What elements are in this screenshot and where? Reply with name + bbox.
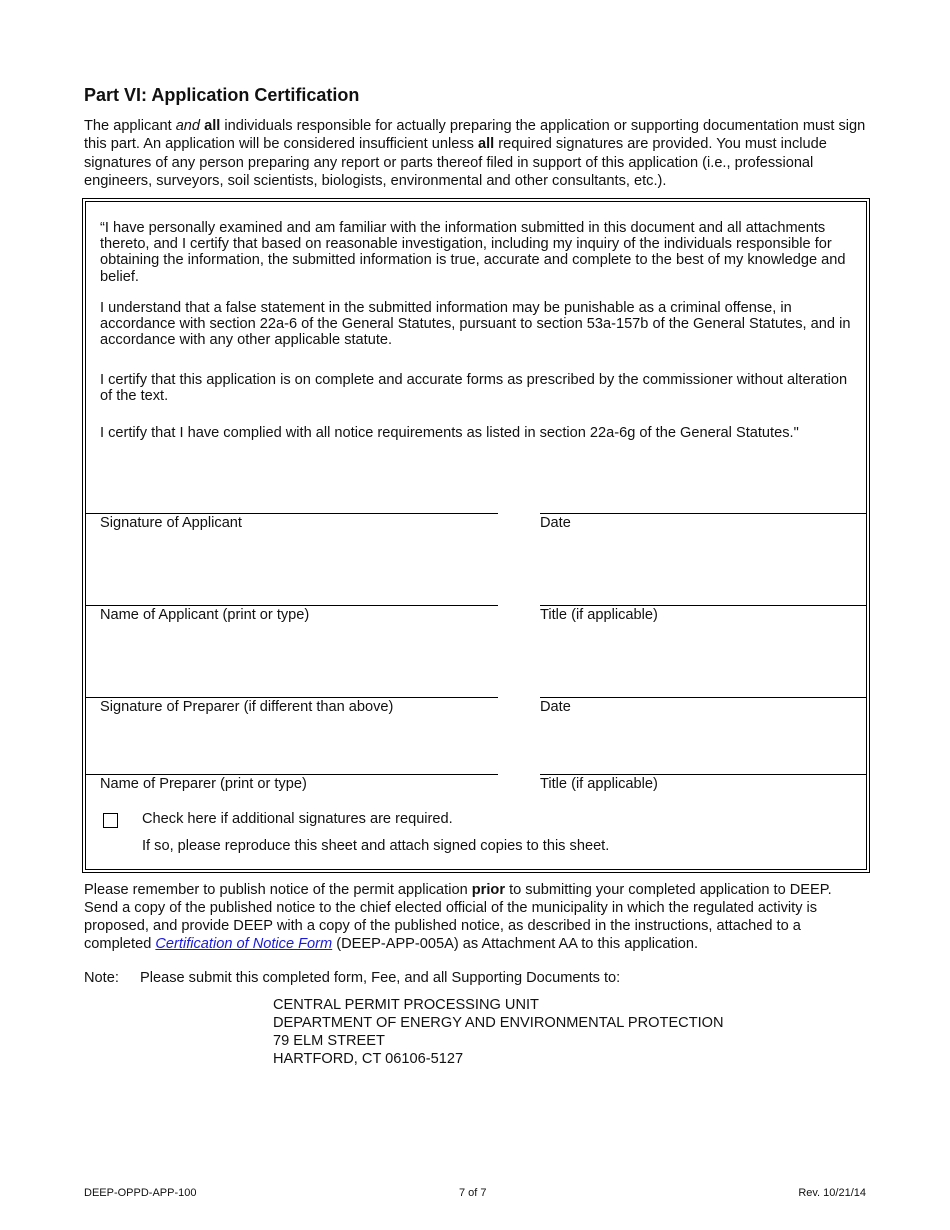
applicant-name-line[interactable]: [86, 605, 498, 606]
mailing-address: [273, 996, 724, 1068]
preparer-name-line[interactable]: [86, 774, 498, 775]
address-line: DEPARTMENT OF ENERGY AND ENVIRONMENTAL PROTECTION: [273, 1015, 724, 1031]
preparer-name-label: Name of Preparer (print or type): [100, 776, 307, 792]
footer-form-id: DEEP-OPPD-APP-100: [84, 1187, 197, 1199]
applicant-signature-label: Signature of Applicant: [100, 515, 242, 531]
preparer-title-line[interactable]: [540, 774, 866, 775]
applicant-date-line[interactable]: [540, 513, 866, 514]
certification-of-notice-form-link[interactable]: Certification of Notice Form: [155, 936, 333, 952]
address-line: CENTRAL PERMIT PROCESSING UNIT: [273, 997, 539, 1013]
preparer-signature-line[interactable]: [86, 697, 498, 698]
certification-statement-1: “I have personally examined and am familiar with the information submitted in this document and all attachments thereto, and I certify that based on reasonable investigation, including my inquiry of the individuals responsible for obtaining the information, the submitted information is true, accurate and complete to the best of my knowledge and belief.: [100, 220, 846, 285]
publish-notice-paragraph: Please remember to publish notice of the permit application prior to submitting your completed application to DEEP. Send a copy of the published notice to the chief elected official of the municipality in which the regulated activity is proposed, and provide DEEP with a copy of the published notice, as described in the instructions, attached to a completed Certification of Notice Form (DEEP-APP-005A) as Attachment AA to this application.: [84, 882, 832, 952]
certification-statement-2: I understand that a false statement in the submitted information may be punishable as a criminal offense, in accordance with section 22a-6 of the General Statutes, pursuant to section 53a-157b of the General Statutes, and in accordance with any other applicable statute.: [100, 300, 851, 349]
note-text: Please submit this completed form, Fee, and all Supporting Documents to:: [140, 970, 621, 986]
certification-box: [82, 198, 870, 873]
note-label: Note:: [84, 970, 119, 986]
preparer-title-label: Title (if applicable): [540, 776, 658, 792]
page-title: Part VI: Application Certification: [84, 85, 360, 105]
additional-signatures-label: Check here if additional signatures are required.: [142, 811, 453, 827]
address-line: HARTFORD, CT 06106-5127: [273, 1051, 464, 1067]
applicant-date-label: Date: [540, 515, 571, 531]
applicant-signature-line[interactable]: [86, 513, 498, 514]
preparer-signature-label: Signature of Preparer (if different than above): [100, 699, 394, 715]
intro-paragraph: The applicant and all individuals responsible for actually preparing the application or supporting documentation must sign this part. An application will be considered insufficient unless all required signatures are provided. You must include signatures of any person preparing any report or parts thereof filed in support of this application (i.e., professional engineers, surveyors, soil scientists, biologists, environmental and other consultants, etc.).: [84, 118, 866, 189]
footer-page-number: 7 of 7: [459, 1187, 487, 1199]
address-line: 79 ELM STREET: [273, 1033, 385, 1049]
reproduce-sheet-instruction: If so, please reproduce this sheet and attach signed copies to this sheet.: [142, 838, 610, 854]
footer-revision: Rev. 10/21/14: [798, 1187, 866, 1199]
applicant-title-label: Title (if applicable): [540, 607, 658, 623]
certification-statement-4: I certify that I have complied with all notice requirements as listed in section 22a-6g of the General Statutes.": [100, 425, 799, 441]
preparer-date-label: Date: [540, 699, 571, 715]
applicant-name-label: Name of Applicant (print or type): [100, 607, 310, 623]
preparer-date-line[interactable]: [540, 697, 866, 698]
certification-statement-3: I certify that this application is on complete and accurate forms as prescribed by the commissioner without alteration of the text.: [100, 372, 848, 405]
additional-signatures-checkbox[interactable]: [103, 813, 118, 828]
applicant-title-line[interactable]: [540, 605, 866, 606]
